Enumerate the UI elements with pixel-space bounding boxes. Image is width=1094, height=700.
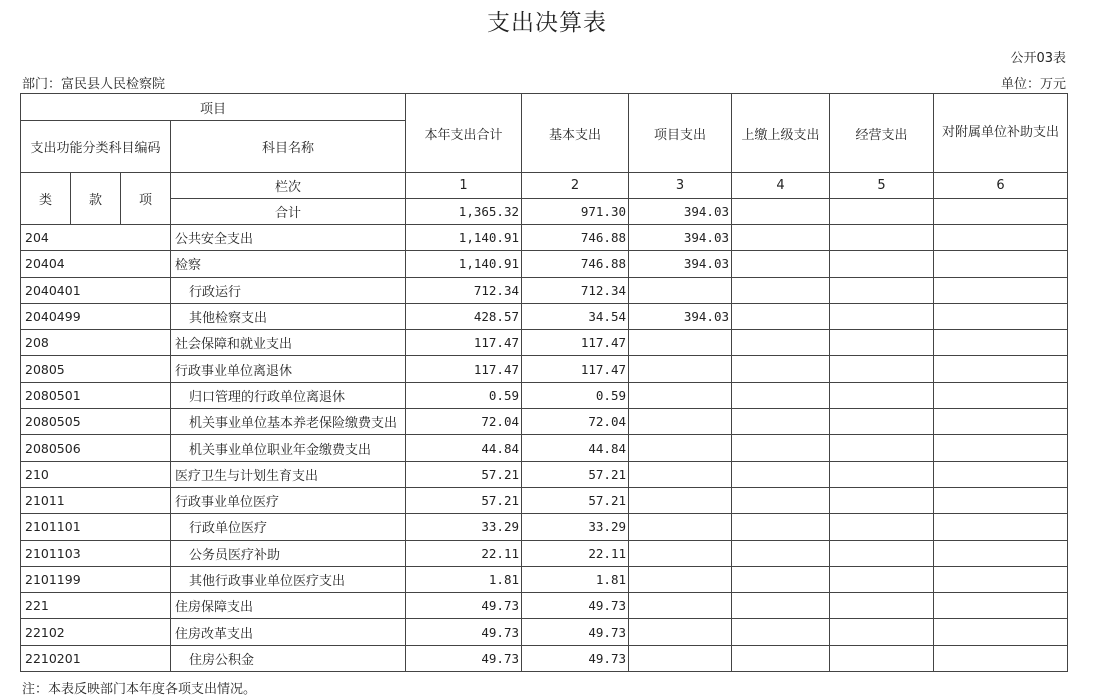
table-row — [21, 593, 1068, 619]
row-value — [934, 330, 1068, 356]
row-value: 44.84 — [522, 435, 629, 461]
total-value — [830, 199, 934, 225]
row-code: 2210201 — [21, 645, 171, 671]
row-value — [830, 566, 934, 592]
table-row — [21, 540, 1068, 566]
row-code: 2080501 — [21, 382, 171, 408]
row-value: 746.88 — [522, 251, 629, 277]
row-value — [732, 593, 830, 619]
row-value — [934, 382, 1068, 408]
row-value: 72.04 — [522, 409, 629, 435]
row-value — [830, 303, 934, 329]
row-subject-name: 公共安全支出 — [171, 225, 406, 251]
row-value — [934, 540, 1068, 566]
row-value: 1.81 — [522, 566, 629, 592]
row-code: 210 — [21, 461, 171, 487]
row-value: 0.59 — [522, 382, 629, 408]
row-value: 49.73 — [406, 645, 522, 671]
row-value — [629, 540, 732, 566]
row-value — [629, 593, 732, 619]
row-value: 57.21 — [406, 487, 522, 513]
header-col-5: 经营支出 — [830, 94, 934, 173]
row-value: 57.21 — [522, 461, 629, 487]
row-value — [732, 540, 830, 566]
row-subject-name: 住房保障支出 — [171, 593, 406, 619]
header-kuan: 款 — [71, 173, 121, 225]
row-value: 394.03 — [629, 251, 732, 277]
row-value — [830, 251, 934, 277]
row-value: 712.34 — [522, 277, 629, 303]
row-subject-name: 行政运行 — [171, 277, 406, 303]
table-row — [21, 566, 1068, 592]
row-value — [934, 251, 1068, 277]
table-row — [21, 277, 1068, 303]
row-value: 117.47 — [406, 330, 522, 356]
row-value — [629, 330, 732, 356]
row-code: 2101199 — [21, 566, 171, 592]
row-value — [629, 514, 732, 540]
row-value — [830, 382, 934, 408]
table-row — [21, 435, 1068, 461]
row-value — [934, 225, 1068, 251]
row-code: 208 — [21, 330, 171, 356]
row-value: 49.73 — [522, 645, 629, 671]
row-value — [830, 277, 934, 303]
row-value — [629, 619, 732, 645]
row-subject-name: 其他行政事业单位医疗支出 — [171, 566, 406, 592]
row-value: 57.21 — [522, 487, 629, 513]
row-value — [830, 225, 934, 251]
row-subject-name: 机关事业单位基本养老保险缴费支出 — [171, 409, 406, 435]
row-subject-name: 医疗卫生与计划生育支出 — [171, 461, 406, 487]
row-value — [934, 593, 1068, 619]
header-project: 项目 — [21, 94, 406, 121]
row-value — [732, 330, 830, 356]
table-row — [21, 356, 1068, 382]
header-subject-name: 科目名称 — [171, 121, 406, 173]
row-subject-name: 归口管理的行政单位离退休 — [171, 382, 406, 408]
row-code: 221 — [21, 593, 171, 619]
header-col-4: 上缴上级支出 — [732, 94, 830, 173]
row-code: 2101103 — [21, 540, 171, 566]
row-value: 57.21 — [406, 461, 522, 487]
row-value — [934, 566, 1068, 592]
row-value: 34.54 — [522, 303, 629, 329]
row-value: 33.29 — [522, 514, 629, 540]
row-value: 49.73 — [406, 619, 522, 645]
row-value: 49.73 — [522, 593, 629, 619]
total-value: 394.03 — [629, 199, 732, 225]
header-col-6: 对附属单位补助支出 — [934, 94, 1068, 173]
row-subject-name: 行政事业单位离退休 — [171, 356, 406, 382]
row-value — [732, 487, 830, 513]
row-value — [732, 303, 830, 329]
row-value: 394.03 — [629, 303, 732, 329]
table-row — [21, 645, 1068, 671]
row-value — [830, 645, 934, 671]
row-value — [732, 277, 830, 303]
row-value — [629, 566, 732, 592]
row-value: 117.47 — [522, 330, 629, 356]
row-value — [830, 435, 934, 461]
row-value — [732, 435, 830, 461]
row-value — [830, 593, 934, 619]
row-subject-name: 住房改革支出 — [171, 619, 406, 645]
row-subject-name: 检察 — [171, 251, 406, 277]
row-value: 49.73 — [522, 619, 629, 645]
header-col-1: 本年支出合计 — [406, 94, 522, 173]
header-lei: 类 — [21, 173, 71, 225]
page-title: 支出决算表 — [487, 10, 607, 36]
table-row — [21, 461, 1068, 487]
row-value — [732, 461, 830, 487]
row-value — [934, 277, 1068, 303]
row-value — [830, 514, 934, 540]
row-value — [732, 251, 830, 277]
row-subject-name: 行政单位医疗 — [171, 514, 406, 540]
row-subject-name: 住房公积金 — [171, 645, 406, 671]
row-value — [830, 540, 934, 566]
row-value: 0.59 — [406, 382, 522, 408]
header-xiang: 项 — [121, 173, 171, 225]
total-value — [732, 199, 830, 225]
row-value: 22.11 — [522, 540, 629, 566]
row-value — [629, 435, 732, 461]
table-row — [21, 303, 1068, 329]
row-value: 117.47 — [522, 356, 629, 382]
total-value: 1,365.32 — [406, 199, 522, 225]
col-number: 3 — [629, 173, 732, 199]
total-label: 合计 — [171, 199, 406, 225]
row-code: 204 — [21, 225, 171, 251]
total-value — [934, 199, 1068, 225]
table-row — [21, 330, 1068, 356]
row-code: 21011 — [21, 487, 171, 513]
header-func-code: 支出功能分类科目编码 — [21, 121, 171, 173]
row-value — [629, 277, 732, 303]
header-col-3: 项目支出 — [629, 94, 732, 173]
row-value — [934, 645, 1068, 671]
row-value — [732, 514, 830, 540]
row-code: 2040499 — [21, 303, 171, 329]
header-lanci: 栏次 — [171, 173, 406, 199]
row-subject-name: 其他检察支出 — [171, 303, 406, 329]
row-value — [934, 409, 1068, 435]
row-value: 1,140.91 — [406, 225, 522, 251]
row-subject-name: 社会保障和就业支出 — [171, 330, 406, 356]
row-value: 428.57 — [406, 303, 522, 329]
row-value — [732, 619, 830, 645]
row-value: 1,140.91 — [406, 251, 522, 277]
unit-label: 单位：万元 — [1000, 77, 1066, 92]
row-value: 44.84 — [406, 435, 522, 461]
table-row — [21, 487, 1068, 513]
row-value: 1.81 — [406, 566, 522, 592]
footnote: 注：本表反映部门本年度各项支出情况。 — [22, 682, 257, 697]
form-code: 公开03表 — [1010, 51, 1066, 66]
row-value — [934, 487, 1068, 513]
row-value: 72.04 — [406, 409, 522, 435]
row-value — [629, 356, 732, 382]
row-value: 49.73 — [406, 593, 522, 619]
row-value — [830, 409, 934, 435]
expenditure-table — [20, 93, 1068, 672]
table-row — [21, 251, 1068, 277]
row-subject-name: 公务员医疗补助 — [171, 540, 406, 566]
col-number: 6 — [934, 173, 1068, 199]
row-code: 2080506 — [21, 435, 171, 461]
row-code: 2040401 — [21, 277, 171, 303]
totals-row — [21, 199, 1068, 225]
row-value: 33.29 — [406, 514, 522, 540]
row-value — [732, 382, 830, 408]
table-row — [21, 382, 1068, 408]
row-value — [732, 409, 830, 435]
col-number: 5 — [830, 173, 934, 199]
row-value: 712.34 — [406, 277, 522, 303]
row-value — [830, 619, 934, 645]
row-value — [732, 225, 830, 251]
row-subject-name: 行政事业单位医疗 — [171, 487, 406, 513]
row-value: 22.11 — [406, 540, 522, 566]
row-value — [934, 435, 1068, 461]
row-value — [629, 461, 732, 487]
row-subject-name: 机关事业单位职业年金缴费支出 — [171, 435, 406, 461]
row-code: 20404 — [21, 251, 171, 277]
table-row — [21, 409, 1068, 435]
row-value — [732, 645, 830, 671]
row-value — [830, 487, 934, 513]
row-value — [629, 409, 732, 435]
table-row — [21, 225, 1068, 251]
col-number: 2 — [522, 173, 629, 199]
row-value: 746.88 — [522, 225, 629, 251]
row-code: 22102 — [21, 619, 171, 645]
col-number: 1 — [406, 173, 522, 199]
row-value — [629, 487, 732, 513]
table-row — [21, 619, 1068, 645]
row-value: 394.03 — [629, 225, 732, 251]
row-value — [934, 514, 1068, 540]
row-value — [830, 356, 934, 382]
row-value — [830, 330, 934, 356]
total-value: 971.30 — [522, 199, 629, 225]
header-col-2: 基本支出 — [522, 94, 629, 173]
row-value: 117.47 — [406, 356, 522, 382]
row-code: 2080505 — [21, 409, 171, 435]
row-value — [732, 356, 830, 382]
row-code: 20805 — [21, 356, 171, 382]
row-value — [934, 303, 1068, 329]
row-value — [934, 461, 1068, 487]
row-value — [830, 461, 934, 487]
row-value — [629, 382, 732, 408]
table-row — [21, 514, 1068, 540]
row-value — [732, 566, 830, 592]
department-label: 部门：富民县人民检察院 — [22, 77, 166, 92]
row-code: 2101101 — [21, 514, 171, 540]
row-value — [934, 356, 1068, 382]
row-value — [934, 619, 1068, 645]
row-value — [629, 645, 732, 671]
col-number: 4 — [732, 173, 830, 199]
